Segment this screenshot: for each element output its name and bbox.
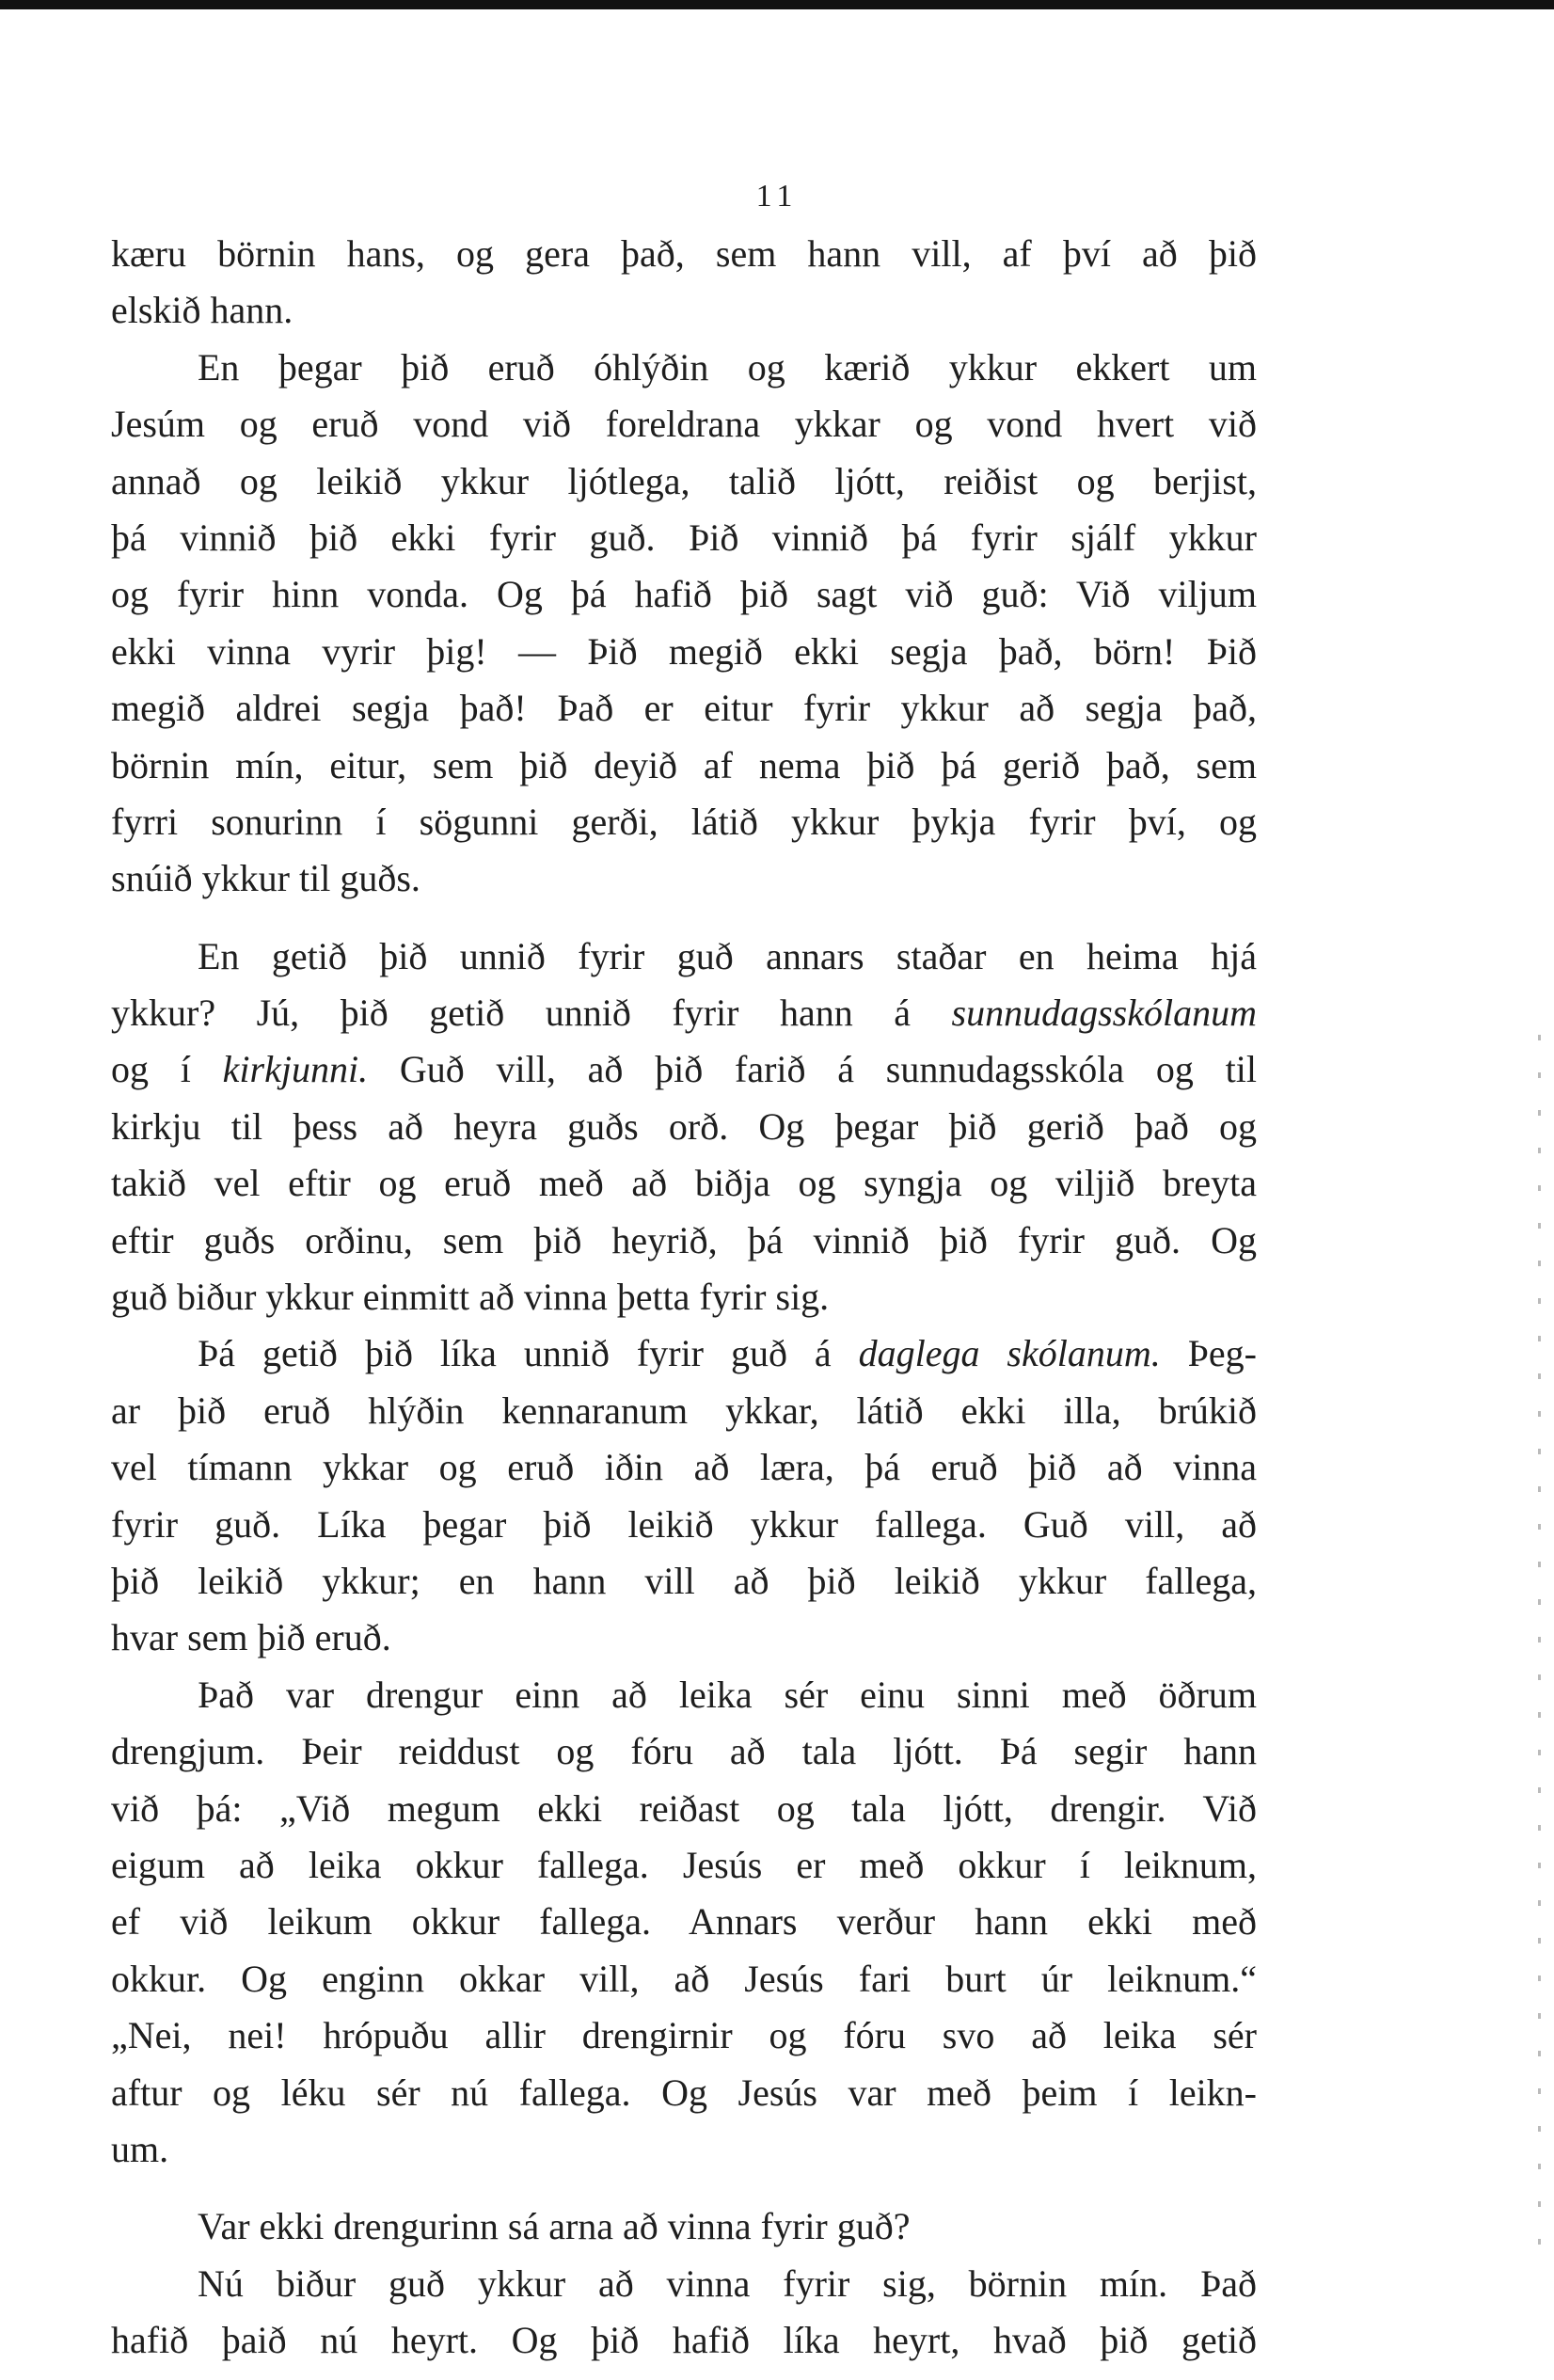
text-line: kæru börnin hans, og gera það, sem hann vill, af því að þið	[111, 232, 1257, 275]
text-line: og í kirkjunni. Guð vill, að þið farið á sunnudagsskóla og til	[111, 1048, 1257, 1091]
text-line: Þá getið þið líka unnið fyrir guð á daglega skólanum. Þeg-	[198, 1332, 1258, 1375]
paragraph-gap	[111, 908, 1257, 928]
text-line: kirkju til þess að heyra guðs orð. Og þegar þið gerið það og	[111, 1104, 1257, 1148]
top-edge-border	[0, 0, 1554, 9]
paragraph	[111, 928, 1257, 1326]
text-line: Nú biður guð ykkur að vinna fyrir sig, börnin mín. Það	[198, 2261, 1257, 2305]
text-line: ef við leikum okkur fallega. Annars verður hann ekki með	[111, 1900, 1257, 1944]
paragraph	[111, 2198, 1257, 2255]
text-line: hafið þaið nú heyrt. Og þið hafið líka heyrt, hvað þið getið	[111, 2319, 1257, 2362]
text-line: annað og leikið ykkur ljótlega, talið ljótt, reiðist og berjist,	[111, 459, 1257, 502]
paragraph	[111, 1667, 1257, 2179]
text-line: ykkur? Jú, þið getið unnið fyrir hann á sunnudagsskólanum	[111, 992, 1257, 1035]
text-line: þið leikið ykkur; en hann vill að þið leikið ykkur fallega,	[111, 1559, 1257, 1602]
page-text-body	[111, 226, 1257, 2369]
text-line: guð biður ykkur einmitt að vinna þetta fyrir sig.	[111, 1276, 830, 1319]
text-line: elskið hann.	[111, 289, 293, 332]
paragraph	[111, 2256, 1257, 2370]
text-line: eftir guðs orðinu, sem þið heyrið, þá vinnið þið fyrir guð. Og	[111, 1218, 1257, 1261]
text-line: Var ekki drengurinn sá arna að vinna fyrir guð?	[198, 2205, 911, 2248]
text-line: eigum að leika okkur fallega. Jesús er með okkur í leiknum,	[111, 1843, 1257, 1886]
text-line: um.	[111, 2127, 169, 2170]
text-line: hvar sem þið eruð.	[111, 1616, 391, 1659]
text-line: við þá: „Við megum ekki reiðast og tala ljótt, drengir. Við	[111, 1786, 1257, 1830]
text-line: fyrir guð. Líka þegar þið leikið ykkur fallega. Guð vill, að	[111, 1502, 1257, 1546]
paragraph	[111, 1325, 1257, 1666]
paragraph	[111, 226, 1257, 340]
text-line: takið vel eftir og eruð með að biðja og syngja og viljið breyta	[111, 1162, 1257, 1205]
text-line: börnin mín, eitur, sem þið deyið af nema þið þá gerið það, sem	[111, 743, 1257, 786]
text-line: megið aldrei segja það! Það er eitur fyrir ykkur að segja það,	[111, 687, 1257, 730]
text-line: Það var drengur einn að leika sér einu sinni með öðrum	[198, 1673, 1257, 1716]
text-line: okkur. Og enginn okkar vill, að Jesús fari burt úr leiknum.“	[111, 1957, 1257, 2000]
page-number: 11	[755, 179, 799, 214]
scan-edge-marks	[1538, 1035, 1541, 2258]
text-line: vel tímann ykkar og eruð iðin að læra, þá eruð þið að vinna	[111, 1446, 1257, 1489]
text-line: En getið þið unnið fyrir guð annars staðar en heima hjá	[198, 934, 1257, 977]
text-line: snúið ykkur til guðs.	[111, 857, 420, 900]
text-line: og fyrir hinn vonda. Og þá hafið þið sagt við guð: Við viljum	[111, 573, 1257, 616]
text-line: ar þið eruð hlýðin kennaranum ykkar, látið ekki illa, brúkið	[111, 1388, 1257, 1432]
text-line: En þegar þið eruð óhlýðin og kærið ykkur ekkert um	[198, 345, 1257, 389]
text-line: drengjum. Þeir reiddust og fóru að tala ljótt. Þá segir hann	[111, 1730, 1257, 1773]
paragraph-gap	[111, 2178, 1257, 2198]
paragraph	[111, 340, 1257, 908]
text-line: ekki vinna vyrir þig! — Þið megið ekki segja það, börn! Þið	[111, 629, 1257, 673]
text-line: „Nei, nei! hrópuðu allir drengirnir og fóru svo að leika sér	[111, 2014, 1257, 2057]
text-line: fyrri sonurinn í sögunni gerði, látið ykkur þykja fyrir því, og	[111, 800, 1257, 843]
text-line: þá vinnið þið ekki fyrir guð. Þið vinnið þá fyrir sjálf ykkur	[111, 516, 1257, 559]
text-line: aftur og léku sér nú fallega. Og Jesús var með þeim í leikn-	[111, 2071, 1257, 2114]
text-line: Jesúm og eruð vond við foreldrana ykkar og vond hvert við	[111, 403, 1257, 446]
